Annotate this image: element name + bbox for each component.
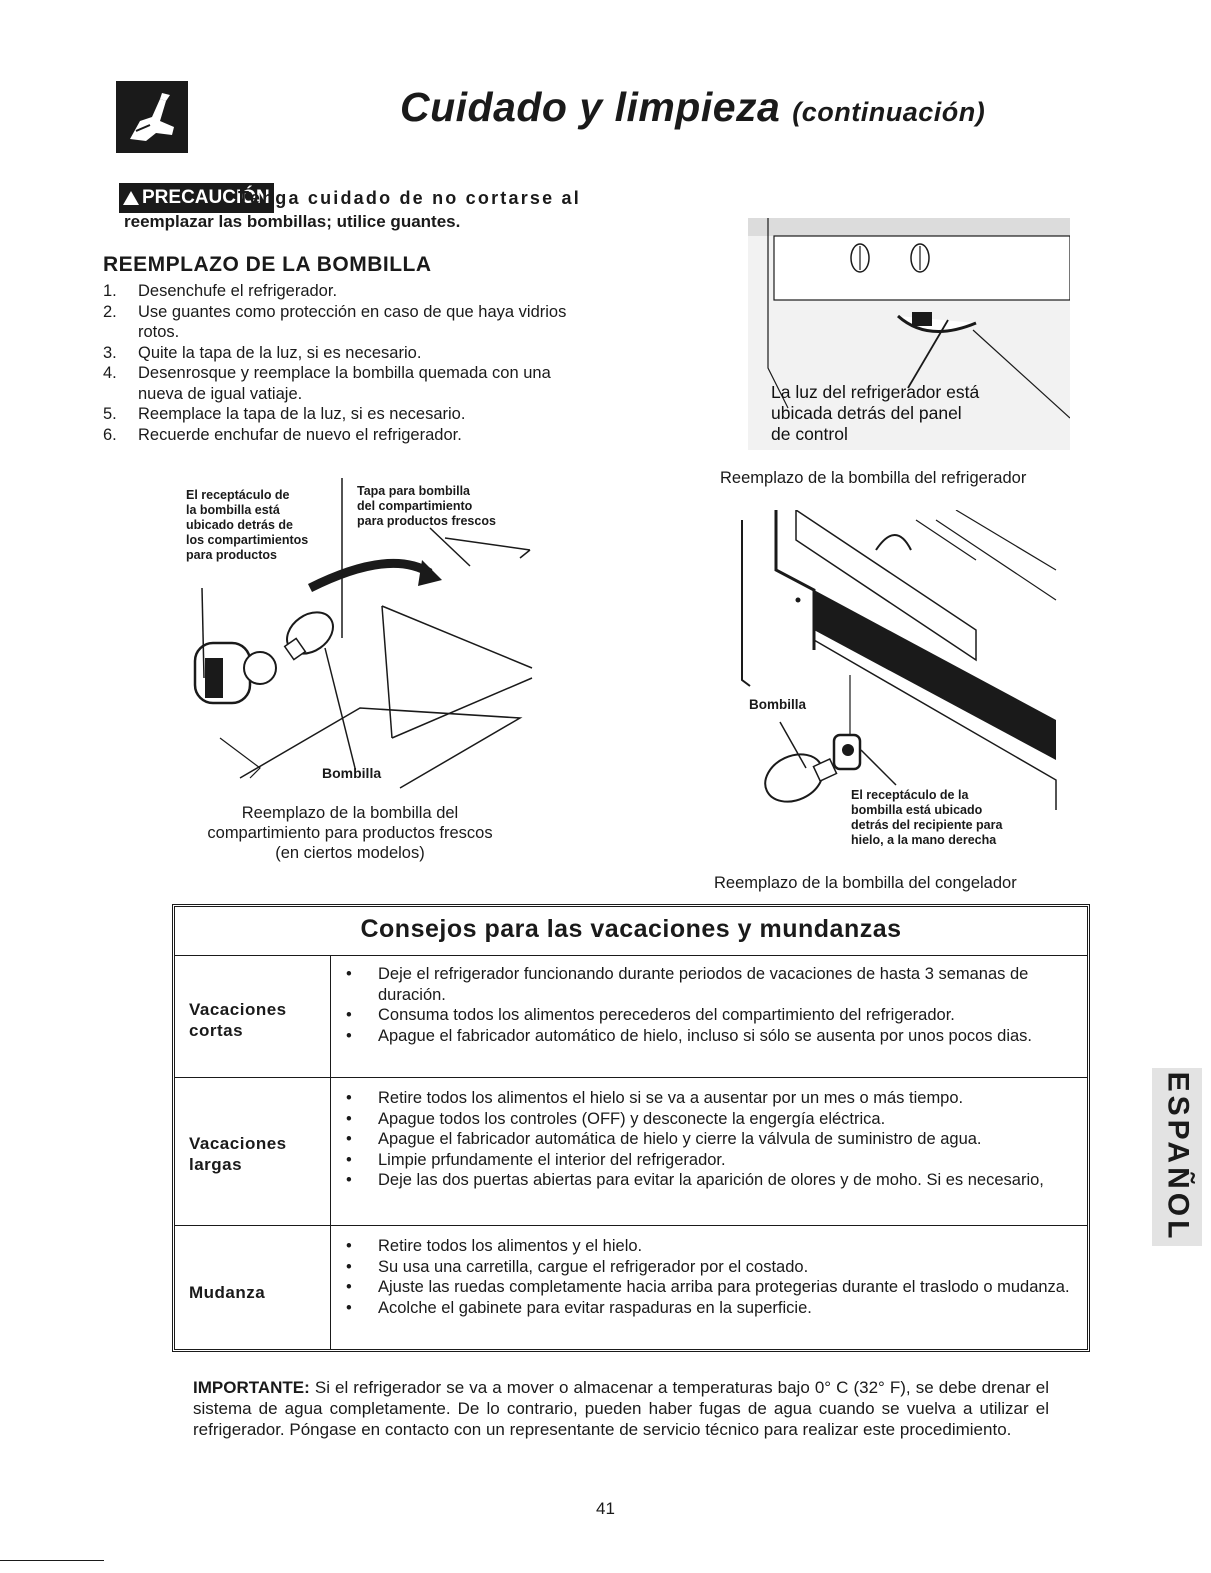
list-item: • Limpie prfundamente el interior del refrigerador. xyxy=(340,1150,1077,1171)
freezer-figure-caption: Reemplazo de la bombilla del congelador xyxy=(714,874,1017,892)
step-number: 5. xyxy=(103,405,117,423)
label-line: ubicada detrás del panel xyxy=(771,403,962,423)
important-label: IMPORTANTE: xyxy=(193,1378,310,1397)
list-item: • Su usa una carretilla, cargue el refrigerador por el costado. xyxy=(340,1257,1077,1278)
row-label-short-vacation: Vacaciones cortas xyxy=(189,1000,287,1040)
list-item: • Apague el fabricador automática de hielo y cierre la válvula de suministro de agua. xyxy=(340,1129,1077,1150)
page-title-main: Cuidado y limpieza xyxy=(400,84,781,130)
short-vacation-list xyxy=(340,964,1077,1046)
step-text: Recuerde enchufar de nuevo el refrigerador. xyxy=(138,425,462,444)
label-line: bombilla está ubicado xyxy=(851,803,983,817)
page-number: 41 xyxy=(596,1499,615,1518)
label-line: El receptáculo de la xyxy=(851,788,969,802)
label-line: ubicado detrás de xyxy=(186,518,293,532)
step-number: 2. xyxy=(103,302,117,321)
label-line: para productos xyxy=(186,548,277,562)
language-tab-label: ESPAÑOL xyxy=(1161,1071,1195,1243)
list-item xyxy=(103,281,573,302)
page-title-subtitle: (continuación) xyxy=(792,97,986,127)
label-line: de control xyxy=(771,424,848,444)
step-text: Use guantes como protección en caso de que haya vidrios rotos. xyxy=(138,302,567,341)
bottom-rule xyxy=(0,1560,104,1561)
hand-cleaning-icon xyxy=(116,81,188,153)
fresh-cover-label xyxy=(357,484,496,529)
label-line: para productos frescos xyxy=(357,514,496,528)
step-number: 1. xyxy=(103,282,117,300)
label-line: La luz del refrigerador está xyxy=(771,382,980,402)
list-item: • Apague el fabricador automático de hielo, incluso si sólo se ausenta por unos pocos dias. xyxy=(340,1026,1077,1047)
caution-badge-label: PRECAUCIÓN xyxy=(142,187,270,208)
table-divider xyxy=(175,955,1087,956)
fresh-bulb-label: Bombilla xyxy=(322,765,382,781)
language-side-tab xyxy=(1152,1068,1202,1246)
row-label-moving: Mudanza xyxy=(189,1283,266,1302)
step-number: 4. xyxy=(103,364,117,382)
fresh-socket-label xyxy=(186,488,308,563)
caption-line: compartimiento para productos frescos xyxy=(207,824,493,842)
list-item: • Deje las dos puertas abiertas para evitar la aparición de olores y de moho. Si es necesario, xyxy=(340,1170,1077,1191)
row-label-long-vacation: Vacaciones largas xyxy=(189,1134,287,1174)
freezer-socket-label xyxy=(851,788,1002,848)
caution-text-line1: Tenga cuidado de no cortarse al xyxy=(238,188,581,208)
label-line: los compartimientos xyxy=(186,533,309,547)
step-number: 6. xyxy=(103,425,117,444)
list-item xyxy=(103,302,573,343)
tips-table xyxy=(172,904,1090,1352)
long-vacation-list xyxy=(340,1088,1077,1191)
important-text: Si el refrigerador se va a mover o almacenar a temperaturas bajo 0° C (32° F), se debe drenar el sistema de agua completamente. De lo contrario, pueden haber fugas de agua cuando se vuelva a utilizar el refrigerador. Póngase en contacto con un representante de servicio técnico para realizar este procedimiento. xyxy=(193,1378,1049,1439)
step-text: Quite la tapa de la luz, si es necesario. xyxy=(138,343,422,362)
list-item: • Acolche el gabinete para evitar raspaduras en la superficie. xyxy=(340,1298,1077,1319)
list-item: • Deje el refrigerador funcionando durante periodos de vacaciones de hasta 3 semanas de duración. xyxy=(340,964,1077,1005)
list-item xyxy=(103,404,573,425)
caption-line: (en ciertos modelos) xyxy=(275,844,425,862)
step-number: 3. xyxy=(103,343,117,362)
page-title xyxy=(400,84,985,131)
list-item: • Ajuste las ruedas completamente hacia arriba para protegerias durante el traslodo o mudanza. xyxy=(340,1277,1077,1298)
list-item xyxy=(103,343,573,364)
list-item: • Consuma todos los alimentos perecederos del compartimiento del refrigerador. xyxy=(340,1005,1077,1026)
refrigerator-light-label xyxy=(771,382,979,445)
caption-line: Reemplazo de la bombilla del xyxy=(241,804,459,822)
important-note xyxy=(193,1377,1049,1440)
label-line: El receptáculo de xyxy=(186,488,290,502)
list-item: • Retire todos los alimentos el hielo si se va a ausentar por un mes o más tiempo. xyxy=(340,1088,1077,1109)
label-line: la bombilla está xyxy=(186,503,280,517)
label-line: del compartimiento xyxy=(357,499,473,513)
moving-list xyxy=(340,1236,1077,1318)
step-text: Desenchufe el refrigerador. xyxy=(138,282,338,300)
caution-text-line2: reemplazar las bombillas; utilice guantes. xyxy=(124,212,461,231)
label-line: Tapa para bombilla xyxy=(357,484,470,498)
label-line: detrás del recipiente para xyxy=(851,818,1003,832)
list-item xyxy=(103,425,573,446)
steps-list xyxy=(103,281,573,445)
label-line: hielo, a la mano derecha xyxy=(851,833,997,847)
table-column-divider xyxy=(330,955,331,1349)
table-divider xyxy=(175,1077,1087,1078)
step-text: Reemplace la tapa de la luz, si es necesario. xyxy=(138,405,466,423)
section-heading: REEMPLAZO DE LA BOMBILLA xyxy=(103,253,432,276)
fresh-figure-caption xyxy=(190,803,510,863)
list-item: • Retire todos los alimentos y el hielo. xyxy=(340,1236,1077,1257)
tips-table-title: Consejos para las vacaciones y mundanzas xyxy=(360,915,902,943)
list-item xyxy=(103,363,573,404)
table-divider xyxy=(175,1225,1087,1226)
step-text: Desenrosque y reemplace la bombilla quemada con una nueva de igual vatiaje. xyxy=(138,364,551,403)
warning-triangle-icon xyxy=(123,191,139,205)
freezer-bulb-label: Bombilla xyxy=(749,697,807,712)
list-item: • Apague todos los controles (OFF) y desconecte la engergía eléctrica. xyxy=(340,1109,1077,1130)
refrigerator-figure-caption: Reemplazo de la bombilla del refrigerador xyxy=(720,469,1027,487)
